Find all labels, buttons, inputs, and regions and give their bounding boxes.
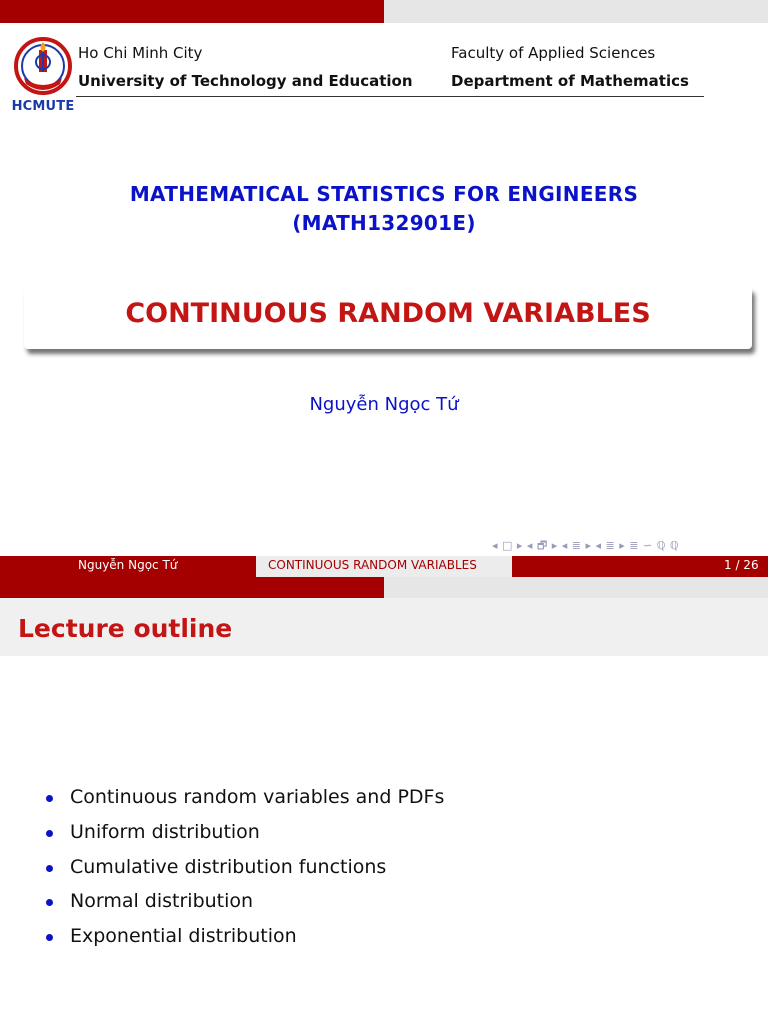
footer-page-number: 1 / 26 <box>724 558 759 572</box>
university-logo <box>10 36 76 118</box>
footer-title: CONTINUOUS RANDOM VARIABLES <box>268 558 477 572</box>
navigation-symbols[interactable]: ◂ □ ▸ ◂ 🗗 ▸ ◂ ≣ ▸ ◂ ≣ ▸ ≣ ∽ ℚ ℚ <box>492 539 680 552</box>
header-rule <box>76 96 704 97</box>
list-item-text: Exponential distribution <box>70 925 297 948</box>
list-item <box>46 925 444 960</box>
top-bar-red <box>0 0 384 23</box>
logo-text: HCMUTE <box>11 99 75 114</box>
top-bar-grey <box>384 0 768 23</box>
bullet-icon <box>46 795 53 802</box>
university-name: University of Technology and Education <box>78 72 413 90</box>
course-code: (MATH132901E) <box>292 211 476 235</box>
author-name: Nguyễn Ngọc Tứ <box>309 394 459 415</box>
slide-footer <box>0 556 768 577</box>
city-label: Ho Chi Minh City <box>78 44 203 62</box>
course-name: MATHEMATICAL STATISTICS FOR ENGINEERS <box>129 182 639 206</box>
outline-list <box>46 786 444 960</box>
footer-author: Nguyễn Ngọc Tứ <box>78 558 178 572</box>
bullet-icon <box>46 934 53 941</box>
list-item <box>46 856 444 891</box>
slide2-top-bar-red <box>0 577 384 598</box>
list-item-text: Continuous random variables and PDFs <box>70 786 445 808</box>
faculty-label: Faculty of Applied Sciences <box>451 44 656 62</box>
presentation-title: CONTINUOUS RANDOM VARIABLES <box>125 298 651 329</box>
list-item-text: Uniform distribution <box>70 820 260 843</box>
list-item-text: Cumulative distribution functions <box>70 855 387 878</box>
bullet-icon <box>46 865 53 872</box>
bullet-icon <box>46 830 53 837</box>
department-name: Department of Mathematics <box>451 72 689 90</box>
bullet-icon <box>46 899 53 906</box>
list-item-text: Normal distribution <box>70 890 254 913</box>
slide2-top-bar-grey <box>384 577 768 598</box>
list-item <box>46 890 444 925</box>
list-item <box>46 786 444 821</box>
frame-title: Lecture outline <box>18 614 233 643</box>
list-item <box>46 821 444 856</box>
